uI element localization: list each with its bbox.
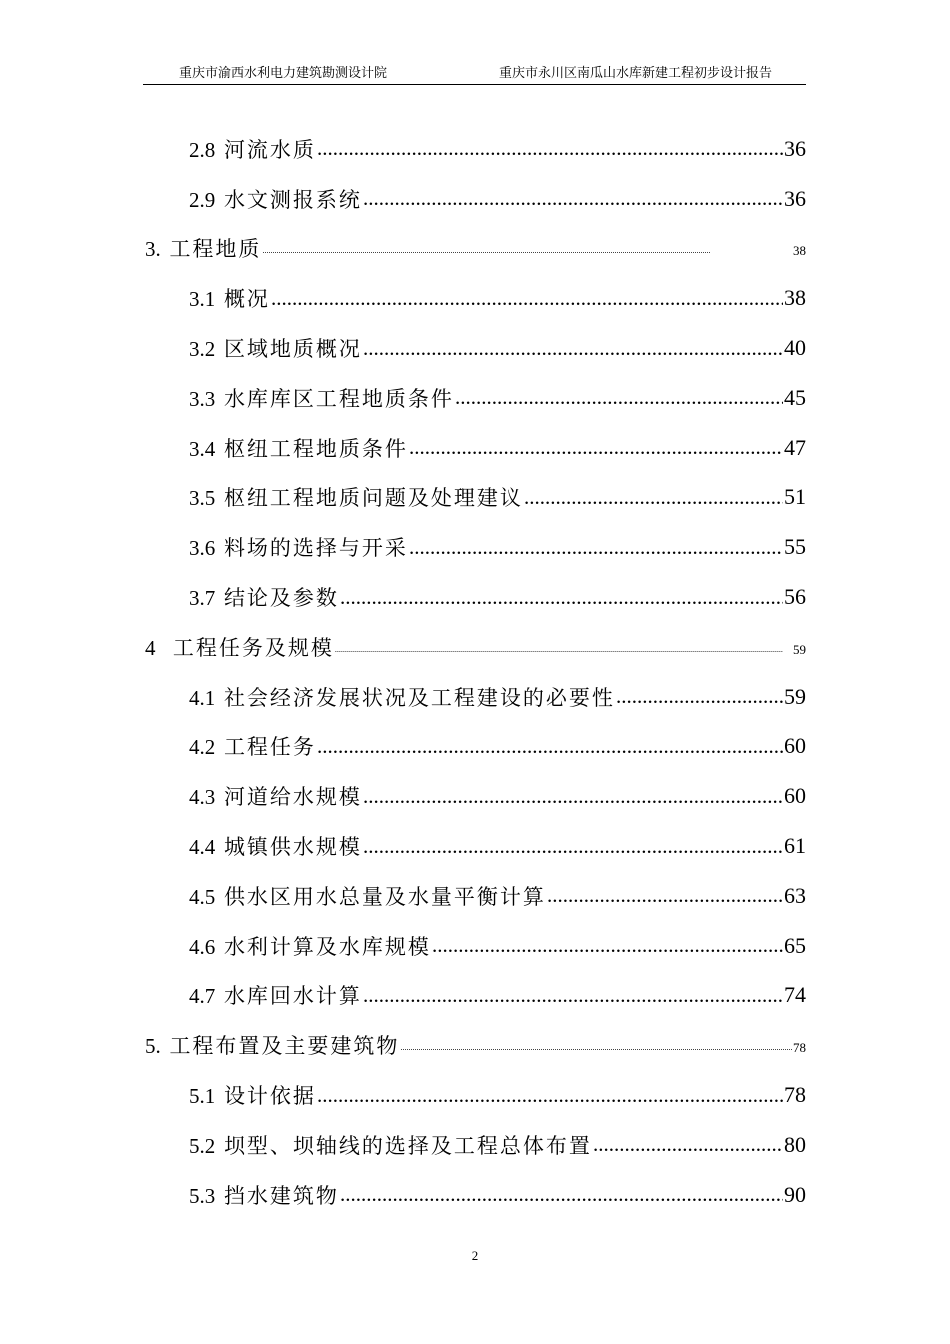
toc-section-entry[interactable] [0,1170,950,1220]
page-number: 2 [471,1248,479,1263]
toc-entry-page: 40 [784,335,806,361]
toc-section-entry[interactable] [0,771,950,821]
toc-entry-number: 5.3 [189,1183,216,1208]
toc-chapter-entry[interactable] [0,1020,950,1070]
toc-entry-page: 45 [784,384,806,410]
toc-entry-page: 65 [784,932,806,958]
toc-leader-dots [363,983,783,1008]
toc-leader-dots [317,734,783,759]
toc-leader-dots [363,784,783,809]
toc-entry-number: 4 [145,635,156,660]
toc-entry-page: 38 [793,243,806,259]
toc-entry-page: 90 [784,1181,806,1207]
toc-entry-title [189,1180,339,1210]
toc-leader-dots [317,1083,783,1108]
toc-leader-dots [455,385,783,410]
toc-entry-number: 4.2 [189,735,216,760]
toc-entry-number: 4.6 [189,934,216,959]
toc-section-entry[interactable] [0,273,950,323]
toc-entry-number: 3.2 [189,337,216,362]
toc-entry-text: 区域地质概况 [223,337,362,362]
toc-entry-number: 3.5 [189,486,216,511]
toc-section-entry[interactable] [0,722,950,772]
toc-entry-number: 5.1 [189,1084,216,1109]
toc-section-entry[interactable] [0,821,950,871]
toc-section-entry[interactable] [0,921,950,971]
toc-entry-text: 坝型、坝轴线的选择及工程总体布置 [223,1133,592,1158]
toc-leader-dots [409,535,783,560]
toc-entry-number: 4.3 [189,785,216,810]
toc-entry-title [145,233,261,263]
toc-entry-title [189,333,362,363]
toc-entry-number: 4.1 [189,685,216,710]
toc-entry-text: 水库库区工程地质条件 [223,386,454,411]
toc-entry-title [189,1130,592,1160]
toc-entry-page: 56 [784,584,806,610]
toc-section-entry[interactable] [0,124,950,174]
page-header [143,64,806,85]
toc-leader-dots [340,585,783,610]
toc-entry-page: 61 [784,833,806,859]
toc-entry-page: 55 [784,534,806,560]
toc-entry-page: 78 [793,1040,806,1056]
toc-section-entry[interactable] [0,423,950,473]
toc-chapter-entry[interactable] [0,224,950,274]
toc-entry-page: 47 [784,434,806,460]
toc-entry-text: 挡水建筑物 [223,1183,339,1208]
toc-leader-dots [340,1182,783,1207]
toc-entry-text: 料场的选择与开采 [223,536,408,561]
toc-entry-page: 63 [784,882,806,908]
toc-entry-page: 51 [784,484,806,510]
toc-entry-page: 59 [784,683,806,709]
toc-entry-number: 5. [145,1034,161,1059]
toc-entry-number: 3.3 [189,386,216,411]
toc-entry-text: 枢纽工程地质问题及处理建议 [223,486,523,511]
toc-entry-title [189,383,454,413]
toc-entry-text: 设计依据 [223,1084,316,1109]
header-report-title: 重庆市永川区南瓜山水库新建工程初步设计报告 [498,66,772,81]
toc-leader-dots [363,834,783,859]
toc-section-entry[interactable] [0,572,950,622]
toc-leader-dots [271,286,783,311]
toc-entry-text: 概况 [223,287,270,312]
toc-entry-number: 4.7 [189,984,216,1009]
toc-entry-page: 80 [784,1131,806,1157]
toc-entry-title [189,134,316,164]
toc-entry-page: 59 [793,641,806,657]
toc-entry-title [189,731,316,761]
toc-leader-dots [335,633,792,657]
toc-entry-page: 74 [784,982,806,1008]
toc-entry-page: 78 [784,1082,806,1108]
toc-leader-dots [524,485,783,510]
toc-entry-title [189,980,362,1010]
toc-entry-title [145,632,334,662]
toc-leader-dots [317,136,783,161]
toc-entry-title [189,831,362,861]
toc-entry-page: 38 [784,285,806,311]
toc-section-entry[interactable] [0,672,950,722]
toc-entry-page: 60 [784,733,806,759]
toc-entry-number: 3.4 [189,436,216,461]
toc-entry-title [189,532,408,562]
toc-chapter-entry[interactable] [0,622,950,672]
toc-entry-title [189,283,270,313]
table-of-contents [0,124,950,1220]
toc-entry-title [189,931,431,961]
toc-entry-title [145,1030,399,1060]
toc-entry-text: 社会经济发展状况及工程建设的必要性 [223,685,615,710]
toc-leader-dots [409,435,783,460]
toc-entry-title [189,184,362,214]
toc-entry-page: 60 [784,783,806,809]
toc-entry-text: 枢纽工程地质条件 [223,436,408,461]
toc-leader-dots [400,1031,792,1055]
toc-entry-number: 3.7 [189,586,216,611]
toc-entry-title [189,433,408,463]
toc-entry-title [189,482,523,512]
toc-entry-text: 城镇供水规模 [223,835,362,860]
toc-entry-title [189,1080,316,1110]
toc-entry-text: 工程地质 [169,237,262,262]
toc-entry-text: 河流水质 [223,137,316,162]
toc-entry-number: 4.4 [189,835,216,860]
header-organization: 重庆市渝西水利电力建筑勘测设计院 [179,66,388,81]
toc-section-entry[interactable] [0,871,950,921]
toc-entry-title [189,881,546,911]
toc-entry-number: 5.2 [189,1133,216,1158]
toc-entry-title [189,781,362,811]
toc-leader-dots [547,883,783,908]
toc-section-entry[interactable] [0,323,950,373]
toc-section-entry[interactable] [0,971,950,1021]
toc-entry-page: 36 [784,185,806,211]
toc-entry-text: 河道给水规模 [223,785,362,810]
toc-section-entry[interactable] [0,1070,950,1120]
toc-section-entry[interactable] [0,373,950,423]
toc-entry-text: 水利计算及水库规模 [223,934,431,959]
toc-entry-text: 工程任务及规模 [172,635,334,660]
toc-leader-dots [593,1132,783,1157]
toc-section-entry[interactable] [0,522,950,572]
toc-section-entry[interactable] [0,473,950,523]
toc-entry-number: 3.6 [189,536,216,561]
toc-entry-number: 3.1 [189,287,216,312]
toc-entry-number: 2.8 [189,137,216,162]
toc-entry-title [189,582,339,612]
toc-entry-text: 工程任务 [223,735,316,760]
toc-entry-number: 3. [145,237,161,262]
toc-leader-dots [363,186,783,211]
toc-entry-page: 36 [784,135,806,161]
toc-entry-text: 水文测报系统 [223,187,362,212]
toc-entry-text: 供水区用水总量及水量平衡计算 [223,884,546,909]
toc-entry-text: 工程布置及主要建筑物 [169,1034,400,1059]
toc-section-entry[interactable] [0,174,950,224]
toc-entry-text: 结论及参数 [223,586,339,611]
toc-entry-number: 4.5 [189,884,216,909]
toc-section-entry[interactable] [0,1120,950,1170]
toc-leader-dots [262,234,792,258]
toc-leader-dots [432,933,783,958]
toc-entry-text: 水库回水计算 [223,984,362,1009]
toc-entry-number: 2.9 [189,187,216,212]
toc-leader-dots [363,336,783,361]
toc-leader-dots [616,684,783,709]
toc-entry-title [189,682,615,712]
